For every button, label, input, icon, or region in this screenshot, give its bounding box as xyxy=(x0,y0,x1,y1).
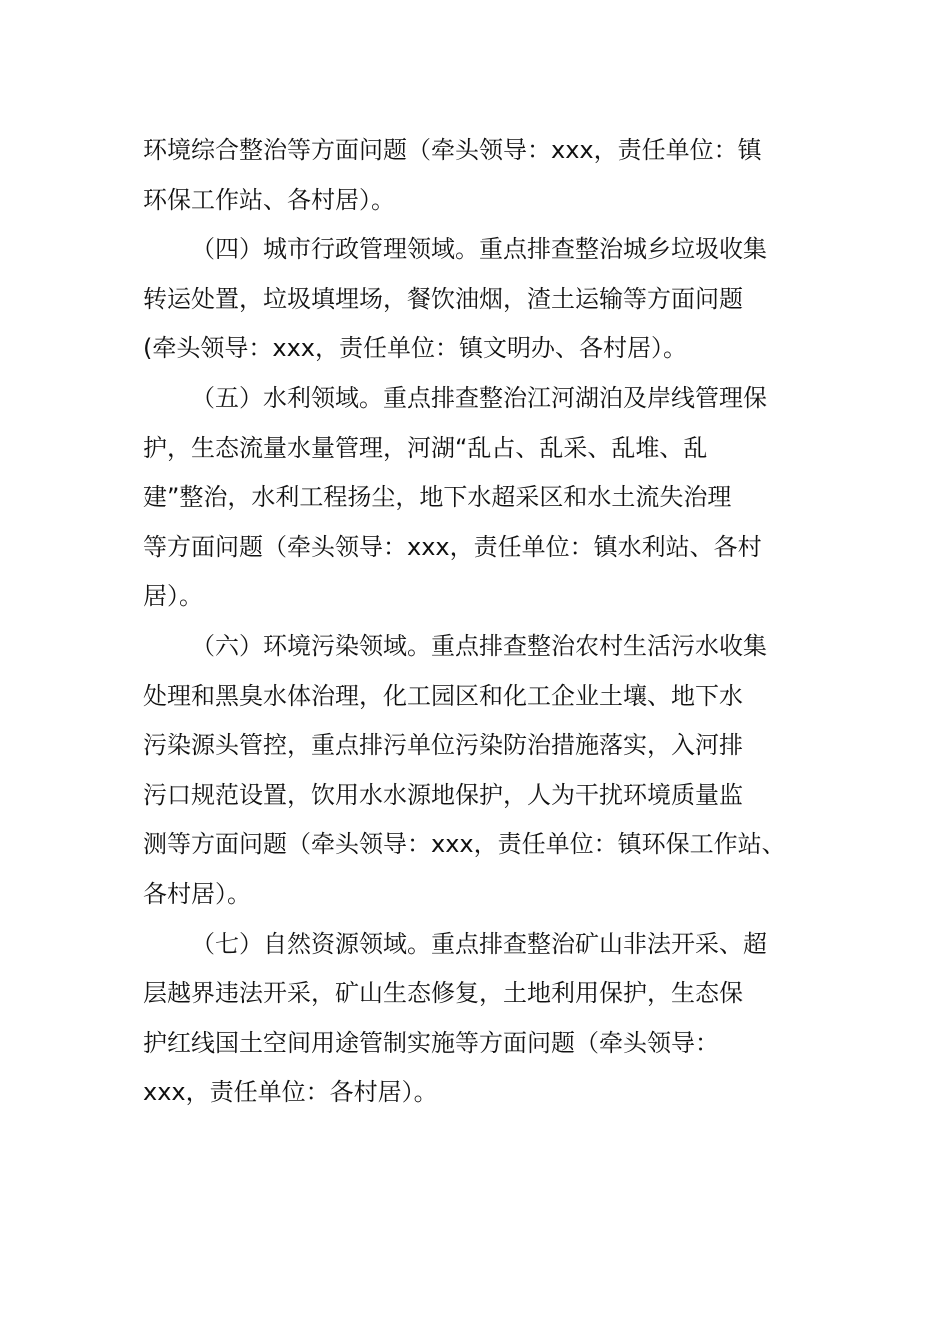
text-line: (牵头领导：xxx，责任单位：镇文明办、各村居）。 xyxy=(143,334,687,363)
text-line: 层越界违法开采，矿山生态修复，土地利用保护，生态保 xyxy=(143,979,743,1008)
text-line: 环境综合整治等方面问题（牵头领导：xxx，责任单位：镇 xyxy=(143,136,762,164)
section-4-heading-line: （四）城市行政管理领域。重点排查整治城乡垃圾收集 xyxy=(191,235,767,264)
text-line: xxx，责任单位：各村居）。 xyxy=(143,1078,438,1107)
text-line: 环保工作站、各村居）。 xyxy=(143,185,395,214)
section-7-heading-line: （七）自然资源领域。重点排查整治矿山非法开采、超 xyxy=(191,929,767,958)
text-line: 测等方面问题（牵头领导：xxx，责任单位：镇环保工作站、 xyxy=(143,830,786,859)
text-line: 处理和黑臭水体治理，化工园区和化工企业土壤、地下水 xyxy=(143,681,743,710)
text-line: 建”整治，水利工程扬尘，地下水超采区和水土流失治理 xyxy=(143,483,732,512)
text-line: 污口规范设置，饮用水水源地保护，人为干扰环境质量监 xyxy=(143,780,743,809)
text-line: 污染源头管控，重点排污单位污染防治措施落实，入河排 xyxy=(143,731,743,760)
text-line: 等方面问题（牵头领导：xxx，责任单位：镇水利站、各村 xyxy=(143,532,762,561)
section-5-heading-line: （五）水利领域。重点排查整治江河湖泊及岸线管理保 xyxy=(191,383,767,412)
section-6-heading-line: （六）环境污染领域。重点排查整治农村生活污水收集 xyxy=(191,631,767,660)
text-line: 护，生态流量水量管理，河湖“乱占、乱采、乱堆、乱 xyxy=(143,433,708,462)
document-body xyxy=(143,126,823,1118)
text-line: 居）。 xyxy=(143,582,203,611)
text-line: 各村居）。 xyxy=(143,879,251,908)
text-line: 护红线国土空间用途管制实施等方面问题（牵头领导： xyxy=(143,1028,719,1057)
text-line: 转运处置，垃圾填埋场，餐饮油烟，渣土运输等方面问题 xyxy=(143,284,743,313)
